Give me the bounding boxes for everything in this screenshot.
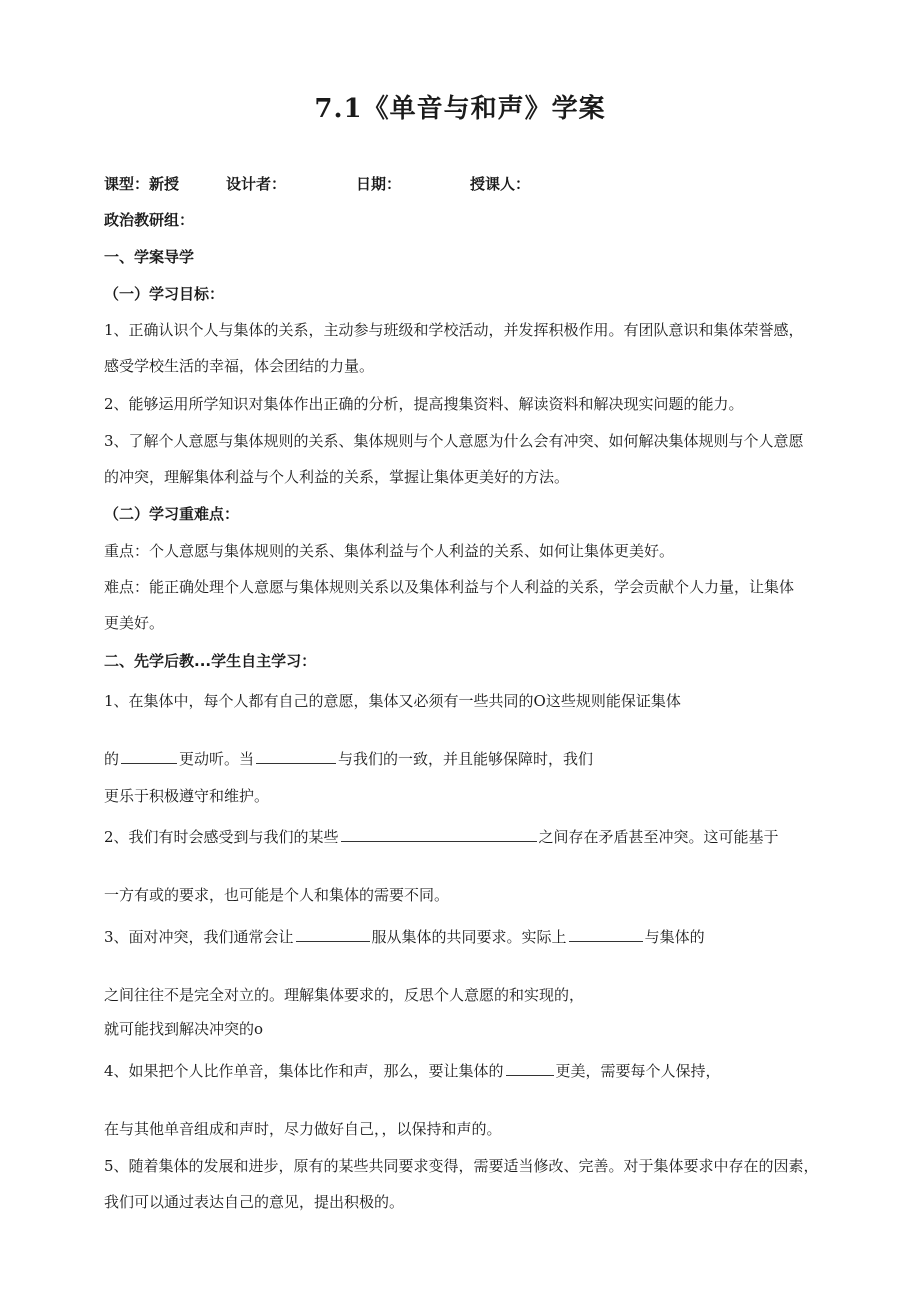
goal-3-line-2: 的冲突，理解集体利益与个人利益的关系，掌握让集体更美好的方法。 (104, 468, 570, 486)
question-4-line-2: 在与其他单音组成和声时，尽力做好自己，，以保持和声的。 (104, 1120, 502, 1138)
question-1-line-2 (104, 748, 824, 770)
question-4-text-b: 更美，需要每个人保持， (555, 1062, 721, 1080)
group-label: 政治教研组： (104, 211, 195, 229)
question-1-text-a: 的 (104, 750, 120, 768)
question-1-line-3: 更乐于积极遵守和维护。 (104, 787, 270, 805)
goal-1-line-2: 感受学校生活的幸福，体会团结的力量。 (104, 357, 375, 375)
question-3-text-a: 3、面对冲突，我们通常会让 (104, 928, 294, 946)
question-4-text-a: 4、如果把个人比作单音，集体比作和声，那么，要让集体的 (104, 1062, 504, 1080)
goal-3-line-1: 3、了解个人意愿与集体规则的关系、集体规则与个人意愿为什么会有冲突、如何解决集体规则与个人意愿 (104, 432, 804, 450)
question-3-text-b: 服从集体的共同要求。实际上 (371, 928, 567, 946)
blank-field[interactable] (256, 749, 336, 764)
blank-field[interactable] (506, 1061, 554, 1076)
difficult-point-line-2: 更美好。 (104, 614, 165, 632)
goal-2: 2、能够运用所学知识对集体作出正确的分析，提高搜集资料、解读资料和解决现实问题的能力。 (104, 395, 744, 413)
blank-field[interactable] (569, 927, 643, 942)
designer-label: 设计者： (226, 175, 287, 193)
question-3-line-3: 就可能找到解决冲突的o (104, 1020, 264, 1038)
goal-1-line-1: 1、正确认识个人与集体的关系，主动参与班级和学校活动，并发挥积极作用。有团队意识和集体荣誉感， (104, 321, 804, 339)
subheading-key-points: （二）学习重难点： (104, 505, 240, 523)
section-heading-self-study: 二、先学后教...学生自主学习： (104, 652, 317, 670)
subheading-goals: （一）学习目标： (104, 285, 225, 303)
question-4-line-1 (104, 1060, 824, 1082)
question-5-line-1: 5、随着集体的发展和进步，原有的某些共同要求变得，需要适当修改、完善。对于集体要求中存在的因素， (104, 1157, 819, 1175)
difficult-point-line-1: 难点：能正确处理个人意愿与集体规则关系以及集体利益与个人利益的关系，学会贡献个人力量，让集体 (104, 578, 795, 596)
key-point: 重点：个人意愿与集体规则的关系、集体利益与个人利益的关系、如何让集体更美好。 (104, 542, 675, 560)
section-heading-guide: 一、学案导学 (104, 248, 195, 266)
blank-field[interactable] (296, 927, 370, 942)
question-1-text-b: 更动听。当 (179, 750, 255, 768)
question-2-line-2: 一方有或的要求，也可能是个人和集体的需要不同。 (104, 886, 450, 904)
question-1-text-c: 与我们的一致，并且能够保障时，我们 (338, 750, 594, 768)
question-1-line-1: 1、在集体中，每个人都有自己的意愿，集体又必须有一些共同的O这些规则能保证集体 (104, 692, 681, 710)
question-2-text-a: 2、我们有时会感受到与我们的某些 (104, 828, 339, 846)
blank-field[interactable] (341, 827, 537, 842)
blank-field[interactable] (121, 749, 177, 764)
question-2-line-1 (104, 826, 824, 848)
teacher-label: 授课人： (470, 175, 531, 193)
question-2-text-b: 之间存在矛盾甚至冲突。这可能基于 (538, 828, 779, 846)
page-title: 7.1《单音与和声》学案 (314, 94, 606, 124)
question-3-line-1 (104, 926, 824, 948)
date-label: 日期： (356, 175, 402, 193)
question-5-line-2: 我们可以通过表达自己的意见，提出积极的。 (104, 1193, 405, 1211)
course-type-label: 课型：新授 (104, 175, 180, 193)
question-3-line-2: 之间往往不是完全对立的。理解集体要求的，反思个人意愿的和实现的， (104, 986, 585, 1004)
question-3-text-c: 与集体的 (644, 928, 705, 946)
